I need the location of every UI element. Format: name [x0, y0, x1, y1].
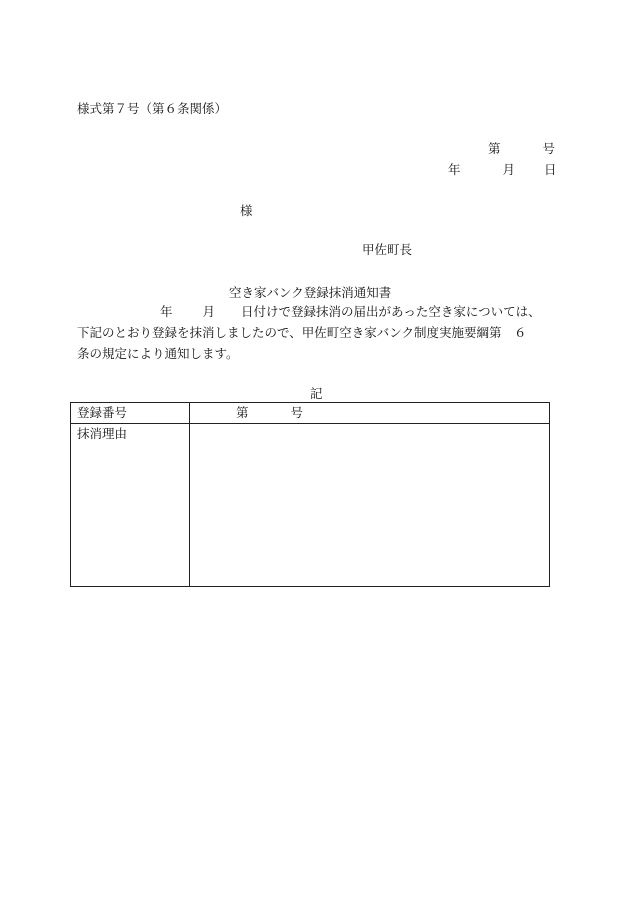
registration-number-label: 登録番号 [71, 403, 190, 424]
body-line-1 [160, 304, 541, 319]
form-reference: 様式第７号（第６条関係） [77, 101, 228, 116]
body-line-2: 下記のとおり登録を抹消しましたので、甲佐町空き家バンク制度実施要綱第 ６ [77, 325, 527, 340]
document-title: 空き家バンク登録抹消通知書 [229, 285, 392, 300]
cancellation-reason-value [190, 424, 550, 587]
registration-table [70, 402, 550, 587]
date-year: 年 [448, 162, 461, 177]
sender-name: 甲佐町長 [362, 242, 413, 257]
body-line-1-text: 日付けで登録抹消の届出があった空き家については、 [241, 304, 541, 319]
document-date [448, 162, 557, 177]
table-row [71, 403, 550, 424]
body-month: 月 [202, 304, 216, 319]
registration-number-prefix: 第 [236, 405, 249, 420]
recipient-honorific: 様 [240, 203, 253, 218]
doc-number-suffix: 号 [542, 141, 556, 156]
date-month: 月 [502, 162, 516, 177]
document-number [488, 141, 555, 156]
ki-heading: 記 [310, 386, 323, 401]
date-day: 日 [544, 162, 557, 177]
body-year: 年 [160, 304, 173, 319]
body-line-3: 条の規定により通知します。 [77, 346, 239, 361]
table-row [71, 424, 550, 587]
doc-number-prefix: 第 [488, 141, 501, 156]
registration-number-value [190, 403, 550, 424]
cancellation-reason-label: 抹消理由 [71, 424, 190, 587]
registration-number-suffix: 号 [290, 405, 304, 420]
